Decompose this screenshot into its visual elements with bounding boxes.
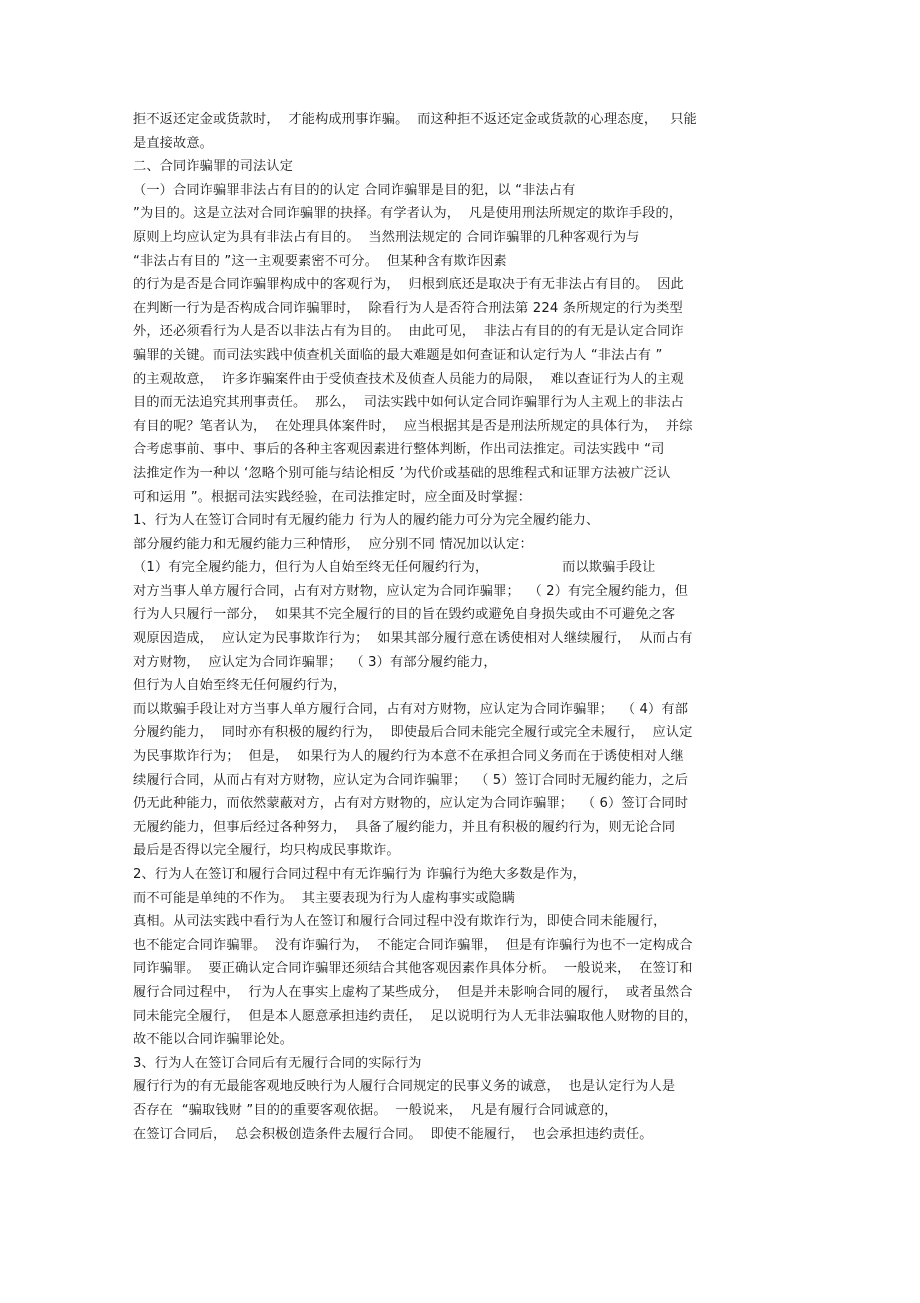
- text-line: 可和运用 ”。根据司法实践经验，在司法推定时，应全面及时掌握：: [133, 489, 532, 505]
- document-body: [133, 108, 783, 1146]
- text-line: 履行合同过程中， 行为人在事实上虚构了某些成分， 但是并未影响合同的履行， 或者虽然合: [133, 984, 693, 1000]
- text-line: 而不可能是单纯的不作为。 其主要表现为行为人虚构事实或隐瞒: [133, 890, 516, 906]
- text-line: 分履约能力， 同时亦有积极的履约行为， 即使最后合同未能完全履行或完全未履行， 应认定: [133, 725, 693, 741]
- section-heading: 二、合同诈骗罪的司法认定: [133, 159, 294, 175]
- text-line: 故不能以合同诈骗罪论处。: [133, 1032, 294, 1048]
- text-line: 续履行合同，从而占有对方财物，应认定为合同诈骗罪； （ 5）签订合同时无履约能力，之后: [133, 772, 689, 788]
- text-line: 法推定作为一种以 ‘忽略个别可能与结论相反 ’为代价或基础的思维程式和证罪方法被广泛认: [133, 465, 671, 481]
- text-line: 否存在 “骗取钱财 ”目的的重要客观依据。 一般说来， 凡是有履行合同诚意的，: [133, 1102, 618, 1118]
- text-line: 在签订合同后， 总会积极创造条件去履行合同。 即使不能履行， 也会承担违约责任。: [133, 1126, 653, 1142]
- text-line: 履行行为的有无最能客观地反映行为人履行合同规定的民事义务的诚意， 也是认定行为人是: [133, 1079, 676, 1095]
- text-line: 但行为人自始至终无任何履约行为，: [133, 678, 347, 694]
- text-line: 也不能定合同诈骗罪。 没有诈骗行为， 不能定合同诈骗罪， 但是有诈骗行为也不一定构成合: [133, 937, 693, 953]
- text-line: 同诈骗罪。 要正确认定合同诈骗罪还须结合其他客观因素作具体分析。 一般说来， 在签订和: [133, 961, 693, 977]
- text-line: ”为目的。这是立法对合同诈骗罪的抉择。有学者认为， 凡是使用刑法所规定的欺诈手段的，: [133, 206, 683, 222]
- text-line: 为民事欺诈行为； 但是， 如果行为人的履约行为本意不在承担合同义务而在于诱使相对人继: [133, 749, 684, 765]
- text-line: 拒不返还定金或货款时， 才能构成刑事诈骗。 而这种拒不返还定金或货款的心理态度， 只能: [133, 112, 697, 127]
- text-line: 观原因造成， 应认定为民事欺诈行为； 如果其部分履行意在诱使相对人继续履行， 从而占有: [133, 631, 693, 647]
- text-line: 最后是否得以完全履行，均只构成民事欺诈。: [133, 843, 400, 859]
- text-line: 骗罪的关键。而司法实践中侦查机关面临的最大难题是如何查证和认定行为人 “非法占有 ”: [133, 347, 663, 363]
- text-line: 的行为是否是合同诈骗罪构成中的客观行为， 归根到底还是取决于有无非法占有目的。 因此: [133, 277, 684, 293]
- text-line: 对方当事人单方履行合同，占有对方财物，应认定为合同诈骗罪； （ 2）有完全履约能力，但: [133, 583, 689, 599]
- text-line: 合考虑事前、事中、事后的各种主客观因素进行整体判断，作出司法推定。司法实践中 “司: [133, 442, 665, 458]
- list-item-heading: 2、行为人在签订和履行合同过程中有无诈骗行为 诈骗行为绝大多数是作为，: [133, 867, 587, 882]
- text-line: 部分履约能力和无履约能力三种情形， 应分别不同 情况加以认定：: [133, 536, 533, 552]
- list-item-heading: 3、行为人在签订合同后有无履行合同的实际行为: [133, 1055, 422, 1071]
- subsection-heading: （一）合同诈骗罪非法占有目的的认定 合同诈骗罪是目的犯，以 “非法占有: [133, 182, 576, 198]
- text-line: 真相。从司法实践中看行为人在签订和履行合同过程中没有欺诈行为，即使合同未能履行，: [133, 914, 667, 930]
- text-line: 无履约能力，但事后经过各种努力， 具备了履约能力，并且有积极的履约行为，则无论合同: [133, 819, 676, 835]
- list-item-heading: 1、行为人在签订合同时有无履约能力 行为人的履约能力可分为完全履约能力、: [133, 513, 600, 529]
- text-line: 的主观故意， 许多诈骗案件由于受侦查技术及侦查人员能力的局限， 难以查证行为人的主观: [133, 371, 684, 387]
- text-line: 行为人只履行一部分， 如果其不完全履行的目的旨在毁约或避免自身损失或由不可避免之客: [133, 607, 676, 623]
- text-line: 外，还必须看行为人是否以非法占有为目的。 由此可见， 非法占有目的的有无是认定合同诈: [133, 324, 684, 340]
- text-line: 目的而无法追究其刑事责任。 那么， 司法实践中如何认定合同诈骗罪行为人主观上的非法占: [133, 395, 684, 411]
- text-line: （1）有完全履约能力，但行为人自始至终无任何履约行为， 而以欺骗手段让: [133, 560, 656, 576]
- text-line: 在判断一行为是否构成合同诈骗罪时， 除看行为人是否符合刑法第 224 条所规定的行为类型: [133, 300, 683, 316]
- text-line: 有目的呢？笔者认为， 在处理具体案件时， 应当根据其是否是刑法所规定的具体行为， 并综: [133, 418, 693, 434]
- text-line: 对方财物， 应认定为合同诈骗罪； （ 3）有部分履约能力，: [133, 654, 497, 670]
- text-line: 而以欺骗手段让对方当事人单方履行合同，占有对方财物，应认定为合同诈骗罪； （ 4）有部: [133, 701, 689, 717]
- text-line: 仍无此种能力，而依然蒙蔽对方，占有对方财物的，应认定为合同诈骗罪； （ 6）签订合同时: [133, 796, 689, 812]
- text-line: 同未能完全履行， 但是本人愿意承担违约责任， 足以说明行为人无非法骗取他人财物的目的，: [133, 1008, 698, 1024]
- text-line: 是直接故意。: [133, 135, 214, 151]
- text-line: “非法占有目的 ”这一主观要素密不可分。 但某种含有欺诈因素: [133, 253, 507, 269]
- text-line: 原则上均应认定为具有非法占有目的。 当然刑法规定的 合同诈骗罪的几种客观行为与: [133, 229, 640, 245]
